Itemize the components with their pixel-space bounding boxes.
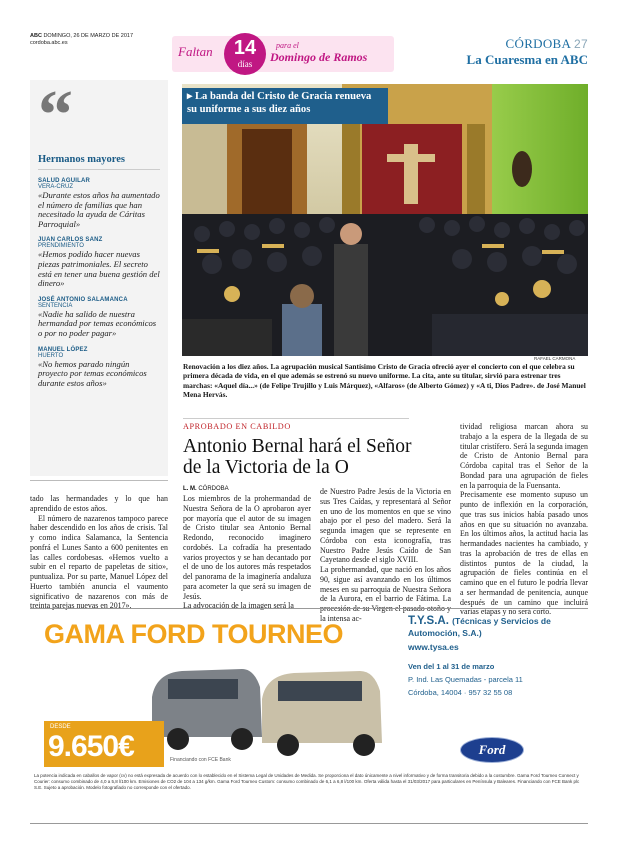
quote-icon: “ xyxy=(38,77,73,154)
dealer-address-2: Córdoba, 14004 · 957 32 55 08 xyxy=(408,688,513,697)
person-cofradia: SENTENCIA xyxy=(38,302,73,309)
dealer-full-name: (Técnicas y Servicios de Automoción, S.A.) xyxy=(408,616,551,638)
paragraph: tado las hermandades y lo que han aprendido de estos años. xyxy=(30,494,168,513)
person-name: JUAN CARLOS SANZ xyxy=(38,237,103,244)
newspaper-name: ABC xyxy=(30,33,42,39)
countdown-faltan: Faltan xyxy=(178,44,213,59)
sidebar-title: Hermanos mayores xyxy=(38,154,160,170)
arrow-icon: ▸ xyxy=(187,91,193,102)
dealer-address-1: P. Ind. Las Quemadas - parcela 11 xyxy=(408,675,523,684)
person-name: JOSÉ ANTONIO SALAMANCA xyxy=(38,296,128,303)
person-entry xyxy=(38,178,160,229)
person-entry xyxy=(38,347,160,389)
price-desde: DESDE xyxy=(50,724,71,730)
dealer-url[interactable]: www.tysa.es xyxy=(408,642,459,652)
paragraph: El número de nazarenos tampoco parece haber descendido en los años de crisis. Tal y como indica Salamanca, la Sentencia ponfrá el Lunes Santo a 600 penitentes en las calles cordobesas. «Hemos vuelto a subir en el reparto de papeletas de sitio», puntualiza. Por su parte, Manuel López del Huerto también anuncia el vaumento significativo de nazarenos con más de treinta parejas nuevas en 2017». xyxy=(30,513,168,611)
person-name: SALUD AGUILAR xyxy=(38,178,91,184)
person-entry xyxy=(38,237,160,288)
byline-place: CÓRDOBA xyxy=(198,486,229,492)
dealer-name: T.Y.S.A. xyxy=(408,615,449,627)
photo-banner xyxy=(182,88,388,124)
article-byline xyxy=(183,486,229,492)
ad-title: GAMA FORD TOURNEO xyxy=(44,619,343,649)
price-badge xyxy=(44,721,164,767)
ford-logo: Ford xyxy=(460,737,524,763)
countdown-days-label: días xyxy=(237,59,253,69)
countdown-event: Domingo de Ramos xyxy=(270,50,368,64)
page-number: 27 xyxy=(574,37,588,51)
masthead-info xyxy=(30,33,133,47)
site-url: cordoba.abc.es xyxy=(30,40,68,46)
photo-credit: RAFAEL CARMONA xyxy=(534,356,576,361)
countdown-para: para el xyxy=(276,41,299,50)
article-kicker: APROBADO EN CABILDO xyxy=(183,422,291,431)
concert-photo xyxy=(182,84,588,356)
countdown-circle xyxy=(224,33,266,75)
person-entry xyxy=(38,297,160,339)
person-quote: «Durante estos años ha aumentado el número de familias que han necesitado la ayuda de Cáritas Parroquial» xyxy=(38,190,160,229)
person-quote: «Hemos podido hacer nuevas piezas patrimoniales. El secreto está en tener una buena gestión del dinero» xyxy=(38,249,160,289)
sidebar-hermanos-mayores xyxy=(30,77,168,476)
ad-legal-text: La potencia indicada en caballos de vapor (cv) no está expresada de acuerdo con lo establecido en el Sistema Legal de Unidades de Medida. Se proporciona el dato únicamente a nivel informativo y de forma transitoria debido a la costumbre. Gama Ford Tourneo Connect y Courier: consumo combinado de 4,0 a 5,8 l/100 km. Emisiones de CO2 de 104 a 134 g/km. Gama Ford Tourneo Custom: consumo combinado de 6,1 a 6,8 l/100 km. Oferta válida hasta el 31/03/2017 para particulares en Península y Baleares. Financiando con FCE Bank plc S.E. Sujeto a aprobación. Modelo fotografiado no corresponde con el ofertado. xyxy=(34,773,580,790)
divider xyxy=(30,480,168,481)
person-name: MANUEL LÓPEZ xyxy=(38,346,88,353)
article-column-1: Los miembros de la prohermandad de Nuestra Señora de la O aprobaron ayer por mayoría que el autor de su imagen de Cristo titular sea Antonio Bernal Redondo, reconocido imaginero cordobés. La cofradía ha presentado varios proyectos y se han decantado por el de uno de los autores más respetados del panorama de la imaginería andaluza para acometer la que será su imagen de Jesús. La advocación de la imagen será la xyxy=(183,494,311,611)
countdown-banner xyxy=(172,36,394,72)
section-header xyxy=(467,36,588,68)
promo-dates: Ven del 1 al 31 de marzo xyxy=(408,662,495,671)
dealer-info xyxy=(408,615,588,697)
ford-advertisement[interactable] xyxy=(30,608,588,824)
article-column-0 xyxy=(30,494,168,611)
byline-author: L. M. xyxy=(183,486,197,492)
subsection-name: La Cuaresma en ABC xyxy=(466,52,588,67)
article-headline: Antonio Bernal hará el Señor de la Victoria de la O xyxy=(183,436,412,478)
article-column-2: de Nuestro Padre Jesús de la Victoria en sus Tres Caídas, y representará al Señor en uno de los momentos en que se vino abajo por el peso del madero. Será la segunda imagen que se represente en Córdoba con esta iconografía, tras Nuestro Padre Jesús Caído de San Cayetano desde el siglo XVIII. La prohermandad, que nació en los años 90, sigue así avanzando en los últimos meses en su parroquia de Nuestra Señora de la Aurora, en el barrio de Fátima. La procesión de su Virgen el pasado otoño y la intensa ac- xyxy=(320,487,451,623)
countdown-days: 14 xyxy=(233,37,257,59)
photo-banner-text: La banda del Cristo de Gracia renueva su uniforme a sus diez años xyxy=(187,91,372,115)
divider xyxy=(183,418,409,419)
section-name: CÓRDOBA xyxy=(505,36,571,51)
price-value: 9.650€ xyxy=(48,730,134,763)
financing-note: Financiando con FCE Bank xyxy=(170,757,231,763)
person-quote: «Nadie ha salido de nuestra hermandad por temas económicos o por no poder pagar» xyxy=(38,308,157,338)
issue-date: DOMINGO, 26 DE MARZO DE 2017 xyxy=(43,33,134,39)
person-cofradia: PRENDIMIENTO xyxy=(38,243,84,250)
vans-image xyxy=(142,657,392,757)
person-quote: «No hemos parado ningún proyecto por temas económicos durante estos años» xyxy=(38,358,147,388)
person-cofradia: HUERTO xyxy=(38,352,64,359)
article-column-3: tividad religiosa marcan ahora su trabajo a la espera de la llegada de su titular cristífero. Será la segunda imagen de Cristo de Antonio Bernal para Córdoba capital tras el Señor de la Bondad para una agrupación de fieles en la parroquia de la Fuensanta. Precisamente ese momento supuso un punto de inflexión en la corporación, que tras sus inicios había pasado unos años en que su situación no avanzaba. En los últimos años, la actitud hacia las hermandades nacientes ha cambiado, y tras la aprobación de tres de ellas en distintos puntos de la ciudad, la agrupación de fieles continúa en el camino que en el futuro le podría llevar a ser hermandad de penitencia, aunque después de un camino que incluirá varias etapas y no será corto. xyxy=(460,422,588,617)
photo-caption: Renovación a los diez años. La agrupación musical Santísimo Cristo de Gracia ofreció ayer el concierto con el que celebra su primera década de vida, en el que además se estrenó su nuevo uniforme. La cita, ante su titular, sirvió para estrenar tres marchas: «Aquel día...» (de Felipe Trujillo y Luis Márquez), «Alfaros» (de Alberto Gómez) y «A ti, Dios Padre». de José Manuel Mena Hervás. xyxy=(183,362,586,399)
person-cofradia: VERA-CRUZ xyxy=(38,184,74,190)
